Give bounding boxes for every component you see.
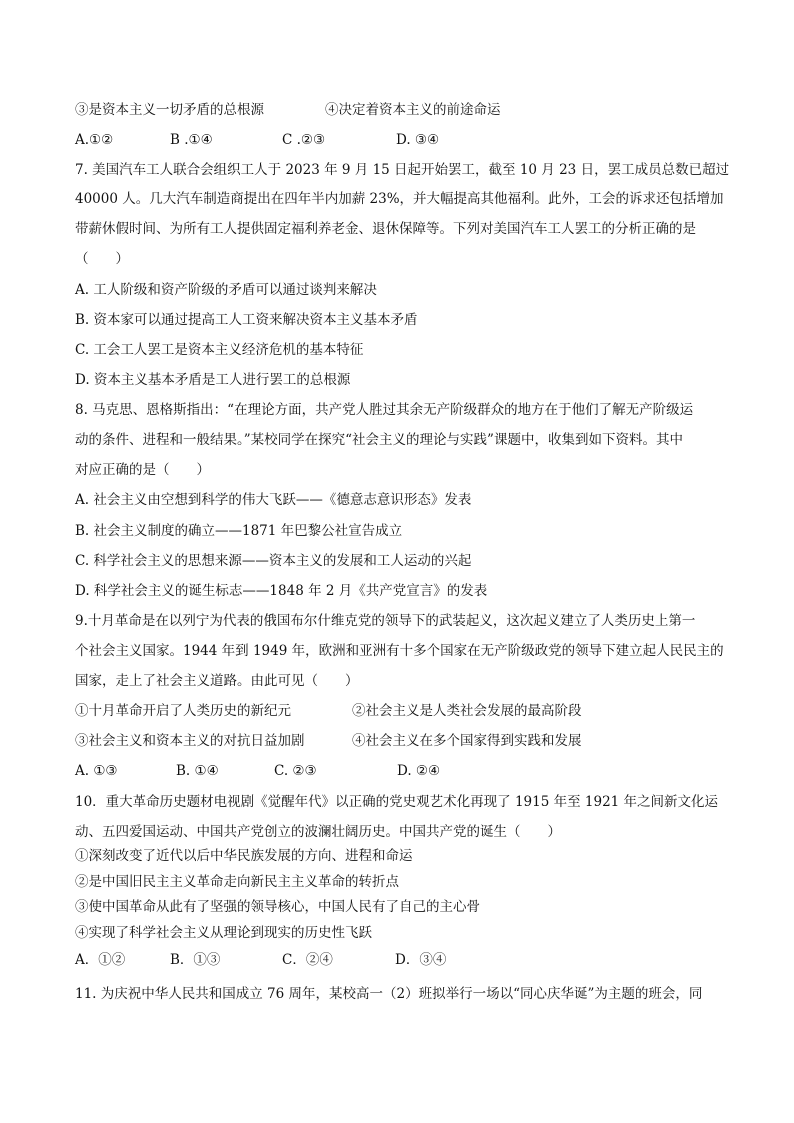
q7-answer-blank: （ ） [75, 251, 129, 267]
q7-stem-line-2: 40000 人。几大汽车制造商提出在四年半内加薪 23%，并大幅提高其他福利。此外，工会的诉求还包括增加 [75, 191, 724, 207]
q7-option-c: C. 工会工人罢工是资本主义经济危机的基本特征 [75, 342, 364, 358]
q7-stem-line-1: 7. 美国汽车工人联合会组织工人于 2023 年 9 月 15 日起开始罢工，截至 10 月 23 日，罢工成员总数已超过 [75, 162, 730, 178]
q6-choice-b: B .①④ [170, 132, 213, 148]
q8-option-d: D. 科学社会主义的诞生标志——1848 年 2 月《共产党宣言》的发表 [75, 583, 488, 599]
q7-option-b: B. 资本家可以通过提高工人工资来解决资本主义基本矛盾 [75, 312, 418, 328]
q10-statement-4: ④实现了科学社会主义从理论到现实的历史性飞跃 [75, 925, 372, 941]
q10-choice-d: D．③④ [395, 952, 447, 968]
q10-stem-line-2: 动、五四爱国运动、中国共产党创立的波澜壮阔历史。中国共产党的诞生（ ） [75, 824, 561, 840]
q10-statement-1: ①深刻改变了近代以后中华民族发展的方向、进程和命运 [75, 848, 413, 864]
q6-choice-a: A.①② [75, 132, 114, 148]
q9-choice-d: D. ②④ [397, 763, 441, 779]
q7-stem-line-3: 带薪休假时间、为所有工人提供固定福利养老金、退休保障等。下列对美国汽车工人罢工的分析正确的是 [75, 221, 696, 237]
q10-choice-b: B．①③ [170, 952, 221, 968]
q9-choice-b: B. ①④ [176, 763, 219, 779]
q8-option-c: C. 科学社会主义的思想来源——资本主义的发展和工人运动的兴起 [75, 553, 472, 569]
q9-statement-3: ③社会主义和资本主义的对抗日益加剧 [75, 733, 305, 749]
q10-stem-line-1: 10．重大革命历史题材电视剧《觉醒年代》以正确的党史观艺术化再现了 1915 年至 1921 年之间新文化运 [75, 794, 719, 810]
q6-choice-d: D. ③④ [396, 132, 440, 148]
q7-option-d: D. 资本主义基本矛盾是工人进行罢工的总根源 [75, 372, 351, 388]
q7-option-a: A. 工人阶级和资产阶级的矛盾可以通过谈判来解决 [75, 282, 377, 298]
q9-stem-line-2: 个社会主义国家。1944 年到 1949 年，欧洲和亚洲有十多个国家在无产阶级政党的领导下建立起人民民主的 [75, 643, 724, 659]
q9-statement-4: ④社会主义在多个国家得到实践和发展 [352, 733, 582, 749]
q9-stem-line-1: 9.十月革命是在以列宁为代表的俄国布尔什维克党的领导下的武装起义，这次起义建立了人类历史上第一 [75, 613, 696, 629]
q8-option-a: A. 社会主义由空想到科学的伟大飞跃——《德意志意识形态》发表 [75, 492, 472, 508]
q10-statement-2: ②是中国旧民主主义革命走向新民主主义革命的转折点 [75, 874, 399, 890]
q6-option-3: ③是资本主义一切矛盾的总根源 [75, 102, 264, 118]
q8-stem-line-2: 动的条件、进程和一般结果。”某校同学在探究“社会主义的理论与实践”课题中，收集到如下资料。其中 [75, 432, 683, 448]
q10-choice-a: A．①② [75, 952, 126, 968]
q8-stem-line-3: 对应正确的是（ ） [75, 462, 210, 478]
q8-option-b: B. 社会主义制度的确立——1871 年巴黎公社宣告成立 [75, 523, 403, 539]
q6-choice-c: C .②③ [282, 132, 326, 148]
q10-statement-3: ③使中国革命从此有了坚强的领导核心，中国人民有了自己的主心骨 [75, 899, 480, 915]
q6-option-4: ④决定着资本主义的前途命运 [325, 102, 501, 118]
q11-stem-line-1: 11. 为庆祝中华人民共和国成立 76 周年，某校高一（2）班拟举行一场以“同心庆华诞”为主题的班会，同 [75, 986, 703, 1002]
q8-stem-line-1: 8. 马克思、恩格斯指出：“在理论方面，共产党人胜过其余无产阶级群众的地方在于他们了解无产阶级运 [75, 402, 694, 418]
q10-choice-c: C．②④ [282, 952, 333, 968]
q9-choice-c: C. ②③ [274, 763, 317, 779]
q9-choice-a: A. ①③ [75, 763, 118, 779]
q9-statement-1: ①十月革命开启了人类历史的新纪元 [75, 703, 291, 719]
q9-stem-line-3: 国家，走上了社会主义道路。由此可见（ ） [75, 673, 359, 689]
q9-statement-2: ②社会主义是人类社会发展的最高阶段 [352, 703, 582, 719]
